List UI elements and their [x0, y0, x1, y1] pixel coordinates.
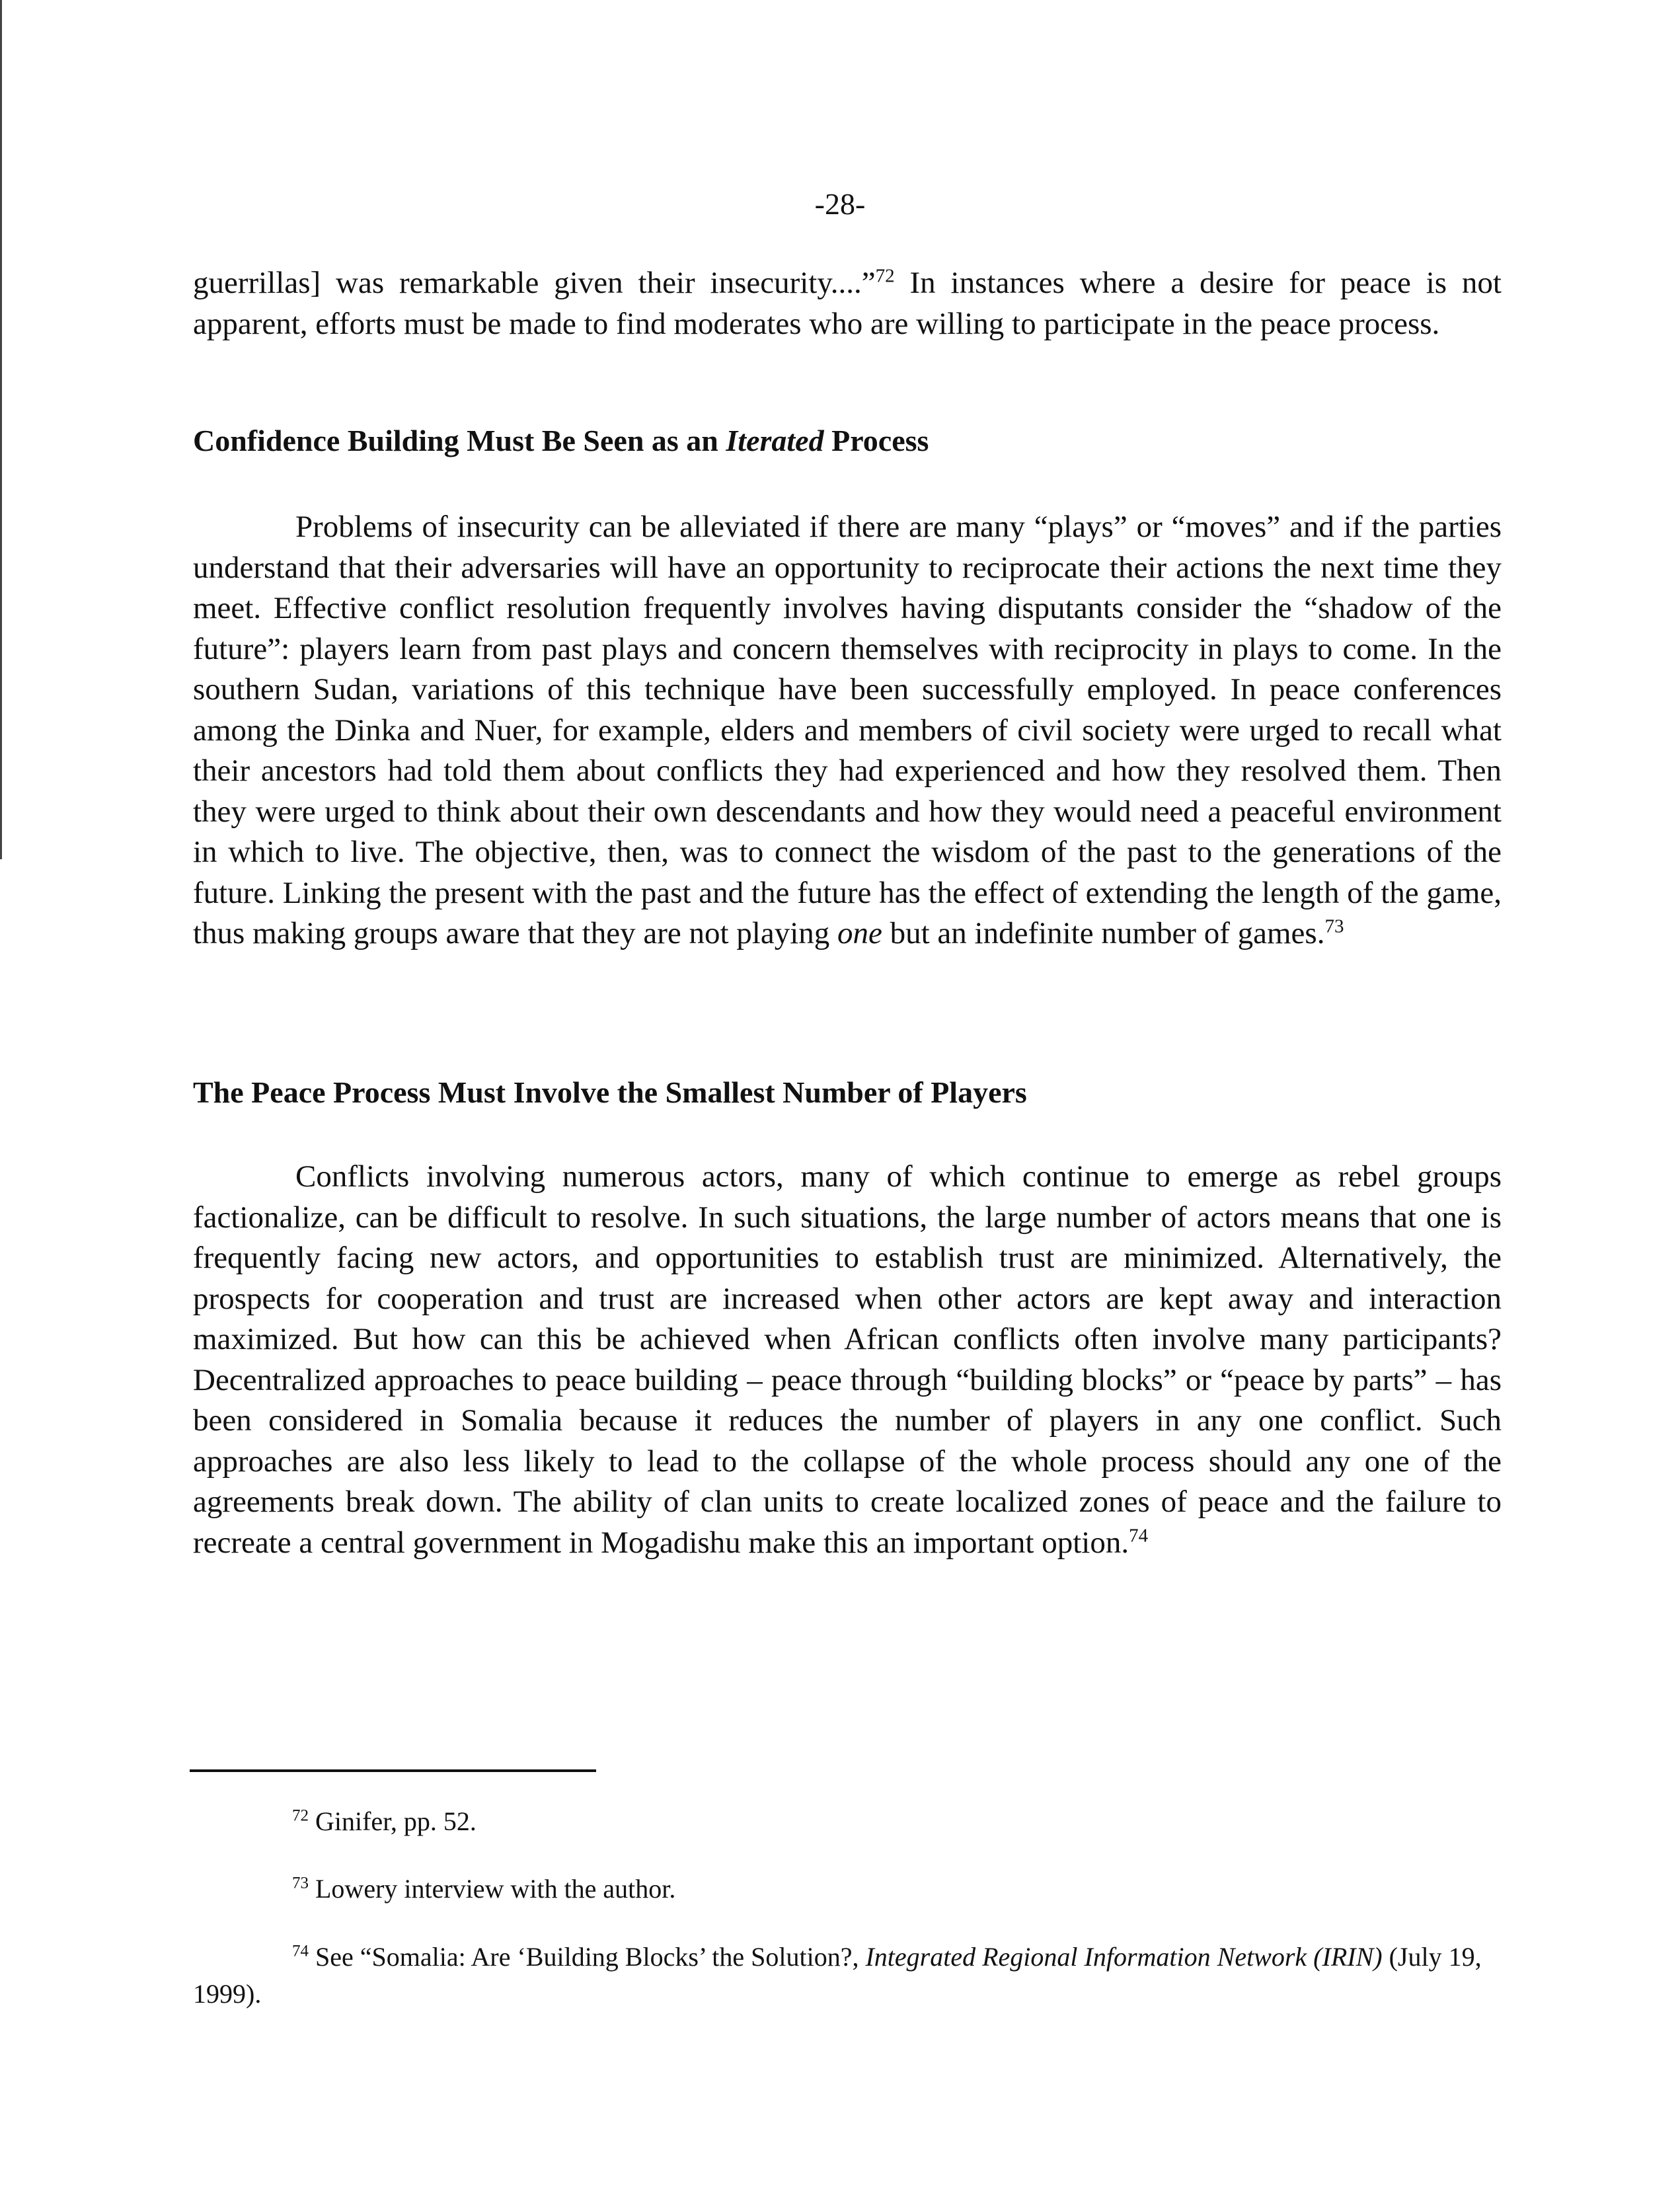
section1-heading-italic: Iterated: [726, 424, 824, 457]
footnote-73-ref: 73: [292, 1874, 309, 1892]
footnote-separator: [190, 1769, 596, 1772]
footnote-73-text: Lowery interview with the author.: [309, 1874, 676, 1904]
footnote-ref-73: 73: [1324, 915, 1344, 937]
section2-text: Conflicts involving numerous actors, many of which continue to emerge as rebel groups factionalize, can be difficult to resolve. In such situations, the large number of actors means that one is frequently facing new actors, and opportunities to establish trust are minimized. Alternatively, the prospects for cooperation and trust are increased when other actors are kept away and interaction maximized. But how can this be achieved when African conflicts often involve many participants? Decentralized approaches to peace building – peace through “building blocks” or “peace by parts” – has been considered in Somalia because it reduces the number of players in any one conflict. Such approaches are also less likely to lead to the collapse of the whole process should any one of the agreements break down. The ability of clan units to create localized zones of peace and the failure to recreate a central government in Mogadishu make this an important option.: [193, 1159, 1502, 1560]
section1-paragraph: [193, 507, 1502, 954]
footnote-ref-74: 74: [1129, 1524, 1149, 1546]
section1-heading: [193, 423, 929, 458]
opening-text-b: In instances where a desire for peace is not apparent, efforts must be made to find moderates who are willing to participate in the peace process.: [193, 266, 1502, 341]
section2-paragraph: [193, 1157, 1502, 1563]
footnote-ref-72: 72: [875, 265, 895, 287]
footnote-72-ref: 72: [292, 1806, 309, 1825]
section1-text-b: but an indefinite number of games.: [882, 916, 1325, 950]
footnote-74-text-a: See “Somalia: Are ‘Building Blocks’ the Solution?,: [309, 1942, 866, 1972]
footnote-72: [193, 1803, 1502, 1840]
section1-heading-a: Confidence Building Must Be Seen as an: [193, 424, 726, 457]
footnote-73: [193, 1871, 1502, 1908]
footnote-74-ref: 74: [292, 1942, 309, 1960]
footnote-72-text: Ginifer, pp. 52.: [309, 1806, 477, 1836]
section1-text-a: Problems of insecurity can be alleviated if there are many “plays” or “moves” and if the parties understand that their adversaries will have an opportunity to reciprocate their actions the next time they meet. Effective conflict resolution frequently involves having disputants consider the “shadow of the future”: players learn from past plays and concern themselves with reciprocity in plays to come. In the southern Sudan, variations of this technique have been successfully employed. In peace conferences among the Dinka and Nuer, for example, elders and members of civil society were urged to recall what their ancestors had told them about conflicts they had experienced and how they resolved them. Then they were urged to think about their own descendants and how they would need a peaceful environment in which to live. The objective, then, was to connect the wisdom of the past to the generations of the future. Linking the present with the past and the future has the effect of extending the length of the game, thus making groups aware that they are not playing: [193, 510, 1502, 950]
opening-text-a: guerrillas] was remarkable given their insecurity....”: [193, 266, 876, 300]
section1-heading-b: Process: [823, 424, 929, 457]
section1-text-italic: one: [837, 916, 882, 950]
page-number: -28-: [814, 187, 866, 221]
footnote-74: [193, 1939, 1502, 2013]
section2-heading: The Peace Process Must Involve the Smallest Number of Players: [193, 1075, 1027, 1109]
footnote-74-text-b: (July 19, 1999).: [193, 1942, 1482, 2009]
opening-paragraph: [193, 263, 1502, 344]
scan-edge-line: [0, 0, 2, 859]
footnote-74-text-italic: Integrated Regional Information Network (IRIN): [865, 1942, 1383, 1972]
